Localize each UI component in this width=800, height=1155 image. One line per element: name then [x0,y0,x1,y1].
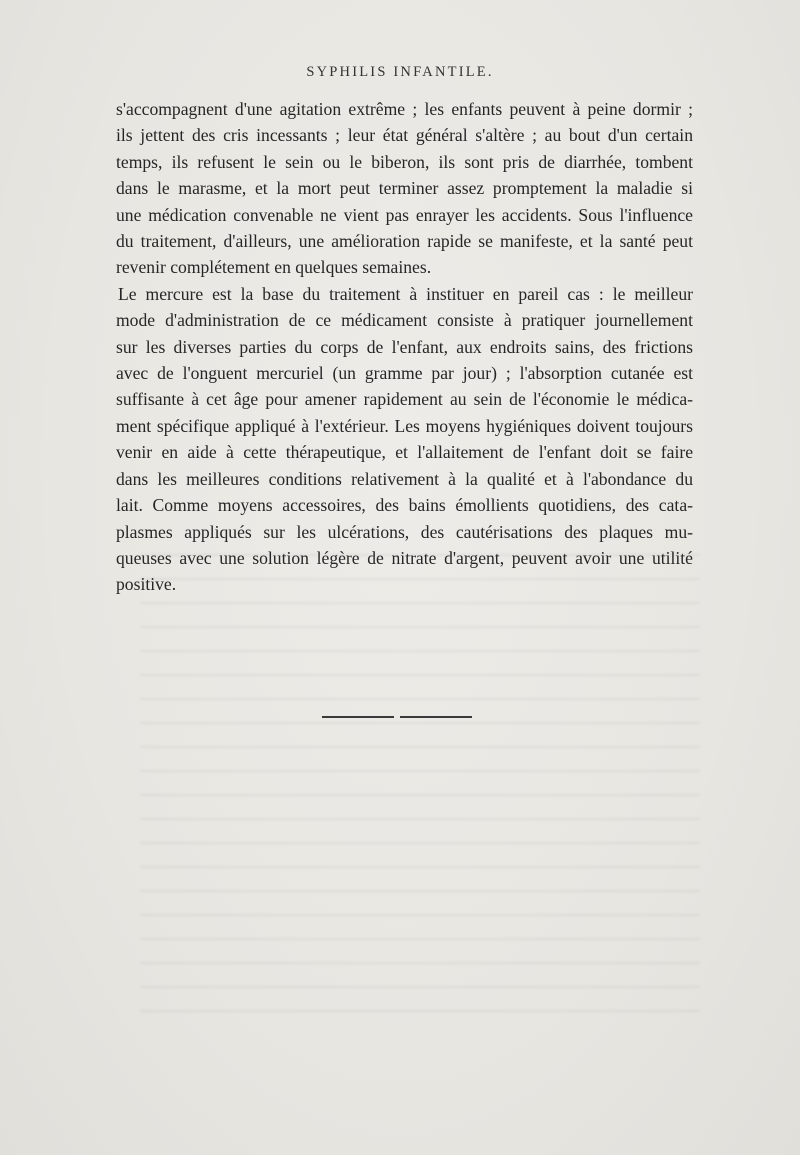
text-line: positive. [116,574,177,595]
text-line: plasmes appliqués sur les ulcérations, des cautérisations des plaques mu- [116,521,693,542]
text-line: du traitement, d'ailleurs, une amélioration rapide se manifeste, et la santé peut [116,231,693,252]
text-line: ment spécifique appliqué à l'extérieur. Les moyens hygiéniques doivent toujours [116,415,693,436]
text-line: s'accompagnent d'une agitation extrême ; les enfants peuvent à peine dormir ; [116,99,693,119]
show-through-texture [140,540,700,1020]
text-line: ils jettent des cris incessants ; leur état général s'altère ; au bout d'un certain [116,125,693,146]
text-line: une médication convenable ne vient pas enrayer les accidents. Sous l'influence [116,204,693,225]
text-line: mode d'administration de ce médicament consiste à pratiquer journellement [116,310,693,331]
text-line: temps, ils refusent le sein ou le biberon, ils sont pris de diarrhée, tombent [116,151,693,172]
section-end-rule [322,716,472,718]
text-line: dans le marasme, et la mort peut terminer assez promptement la maladie si [116,178,693,199]
text-line: lait. Comme moyens accessoires, des bains émollients quotidiens, des cata- [116,495,693,516]
running-title: SYPHILIS INFANTILE. [306,64,494,80]
text-line: venir en aide à cette thérapeutique, et l'allaitement de l'enfant doit se faire [116,442,693,463]
text-line: Le mercure est la base du traitement à instituer en pareil cas : le meilleur [118,283,693,304]
text-line: dans les meilleures conditions relativement à la qualité et à l'abondance du [116,468,693,489]
rule-segment [322,716,394,718]
paragraph-2 [116,281,693,598]
text-line: queuses avec une solution légère de nitrate d'argent, peuvent avoir une utilité [116,547,693,568]
body-text [116,96,693,598]
paragraph-1 [116,96,693,281]
rule-segment [400,716,472,718]
text-line: revenir complétement en quelques semaines. [116,257,432,278]
text-line: avec de l'onguent mercuriel (un gramme par jour) ; l'absorption cutanée est [116,363,693,384]
text-line: sur les diverses parties du corps de l'enfant, aux endroits sains, des frictions [116,336,693,357]
text-line: suffisante à cet âge pour amener rapidement au sein de l'économie le médica- [116,389,693,410]
